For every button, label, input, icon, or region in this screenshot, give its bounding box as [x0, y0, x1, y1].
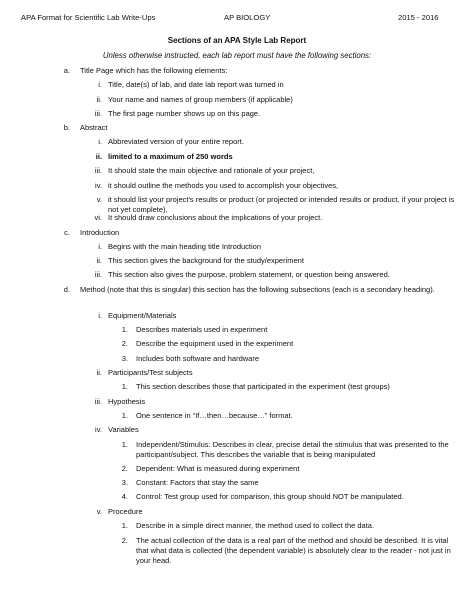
list-item: The first page number shows up on this page. [108, 109, 261, 118]
item-marker: 2. [121, 464, 128, 473]
item-marker: 1. [121, 440, 128, 449]
subsection-heading-procedure: Procedure [108, 507, 143, 516]
subsection-heading-equipment: Equipment/Materials [108, 311, 177, 320]
item-marker: ii. [95, 152, 102, 161]
item-marker: i. [98, 242, 102, 251]
list-item: Independent/Stimulus: Describes in clear, precise detail the stimulus that was presented to the participant/subject. This describes the variable that is being manipulated [136, 440, 449, 459]
list-item: Describe the equipment used in the experiment [136, 339, 294, 348]
item-marker: 1. [121, 411, 128, 420]
list-item: Describes materials used in experiment [136, 325, 268, 334]
subsection-heading-hypothesis: Hypothesis [108, 397, 146, 406]
item-marker: i. [98, 137, 102, 146]
section-marker: c. [64, 228, 70, 237]
item-marker: iii. [94, 109, 102, 118]
list-item: Constant: Factors that stay the same [136, 478, 259, 487]
item-marker: iv. [95, 181, 102, 190]
list-item: Begins with the main heading title Introduction [108, 242, 262, 251]
item-marker: ii. [96, 368, 102, 377]
item-marker: ii. [96, 256, 102, 265]
document-title: Sections of an APA Style Lab Report [167, 36, 307, 45]
section-heading-abstract: Abstract [80, 123, 108, 132]
header-right: 2015 - 2016 [398, 13, 439, 22]
item-marker: ii. [96, 95, 102, 104]
item-marker: 2. [121, 339, 128, 348]
item-marker: 1. [121, 382, 128, 391]
list-item: It should draw conclusions about the implications of your project. [108, 213, 323, 222]
section-marker: b. [63, 123, 70, 132]
list-item: Abbreviated version of your entire report. [108, 137, 244, 146]
item-marker: iii. [94, 270, 102, 279]
list-item: One sentence in “If…then…because…” format. [136, 411, 293, 420]
section-marker: d. [63, 285, 70, 294]
item-marker: 4. [121, 492, 128, 501]
item-marker: 3. [121, 354, 128, 363]
list-item: Dependent: What is measured during experiment [136, 464, 300, 473]
item-marker: 1. [121, 325, 128, 334]
item-marker: 2. [121, 536, 128, 545]
list-item: This section also gives the purpose, problem statement, or question being answered. [108, 270, 390, 279]
item-marker: vi. [94, 213, 102, 222]
item-marker: 3. [121, 478, 128, 487]
item-marker: i. [98, 311, 102, 320]
list-item: Includes both software and hardware [136, 354, 259, 363]
header-left: APA Format for Scientific Lab Write-Ups [21, 13, 156, 22]
item-marker: iv. [95, 425, 102, 434]
section-heading-method: Method (note that this is singular) this section has the following subsections (each is a secondary heading). [80, 285, 435, 294]
subsection-heading-variables: Variables [108, 425, 139, 434]
item-marker: iii. [94, 397, 102, 406]
subsection-heading-participants: Participants/Test subjects [108, 368, 193, 377]
section-marker: a. [63, 66, 70, 75]
list-item: This section gives the background for the study/experiment [108, 256, 304, 265]
list-item: It should state the main objective and rationale of your project, [108, 166, 315, 175]
item-marker: 1. [121, 521, 128, 530]
document-subtitle: Unless otherwise instructed, each lab report must have the following sections: [102, 51, 372, 60]
list-item: Title, date(s) of lab, and date lab report was turned in [108, 80, 284, 89]
item-marker: v. [96, 507, 102, 516]
item-marker: i. [98, 80, 102, 89]
list-item: it should list your project's results or product (or projected or intended results or product, if your project is not yet complete), [108, 195, 455, 214]
list-item: Control: Test group used for comparison, this group should NOT be manipulated. [136, 492, 404, 501]
list-item: Your name and names of group members (if applicable) [108, 95, 293, 104]
list-item: This section describes those that participated in the experiment (test groups) [136, 382, 390, 391]
header-center: AP BIOLOGY [224, 13, 271, 22]
section-heading-title-page: Title Page which has the following elements: [80, 66, 228, 75]
list-item: The actual collection of the data is a real part of the method and should be described. It is vital that what data is collected (the dependent variable) is absolutely clear to the reader - not just in your head. [136, 536, 451, 565]
item-marker: iii. [94, 166, 102, 175]
list-item: Describe in a simple direct manner, the method used to collect the data. [136, 521, 375, 530]
list-item: limited to a maximum of 250 words [108, 152, 233, 161]
item-marker: v. [96, 195, 102, 204]
list-item: it should outline the methods you used to accomplish your objectives, [108, 181, 339, 190]
section-heading-introduction: Introduction [80, 228, 120, 237]
